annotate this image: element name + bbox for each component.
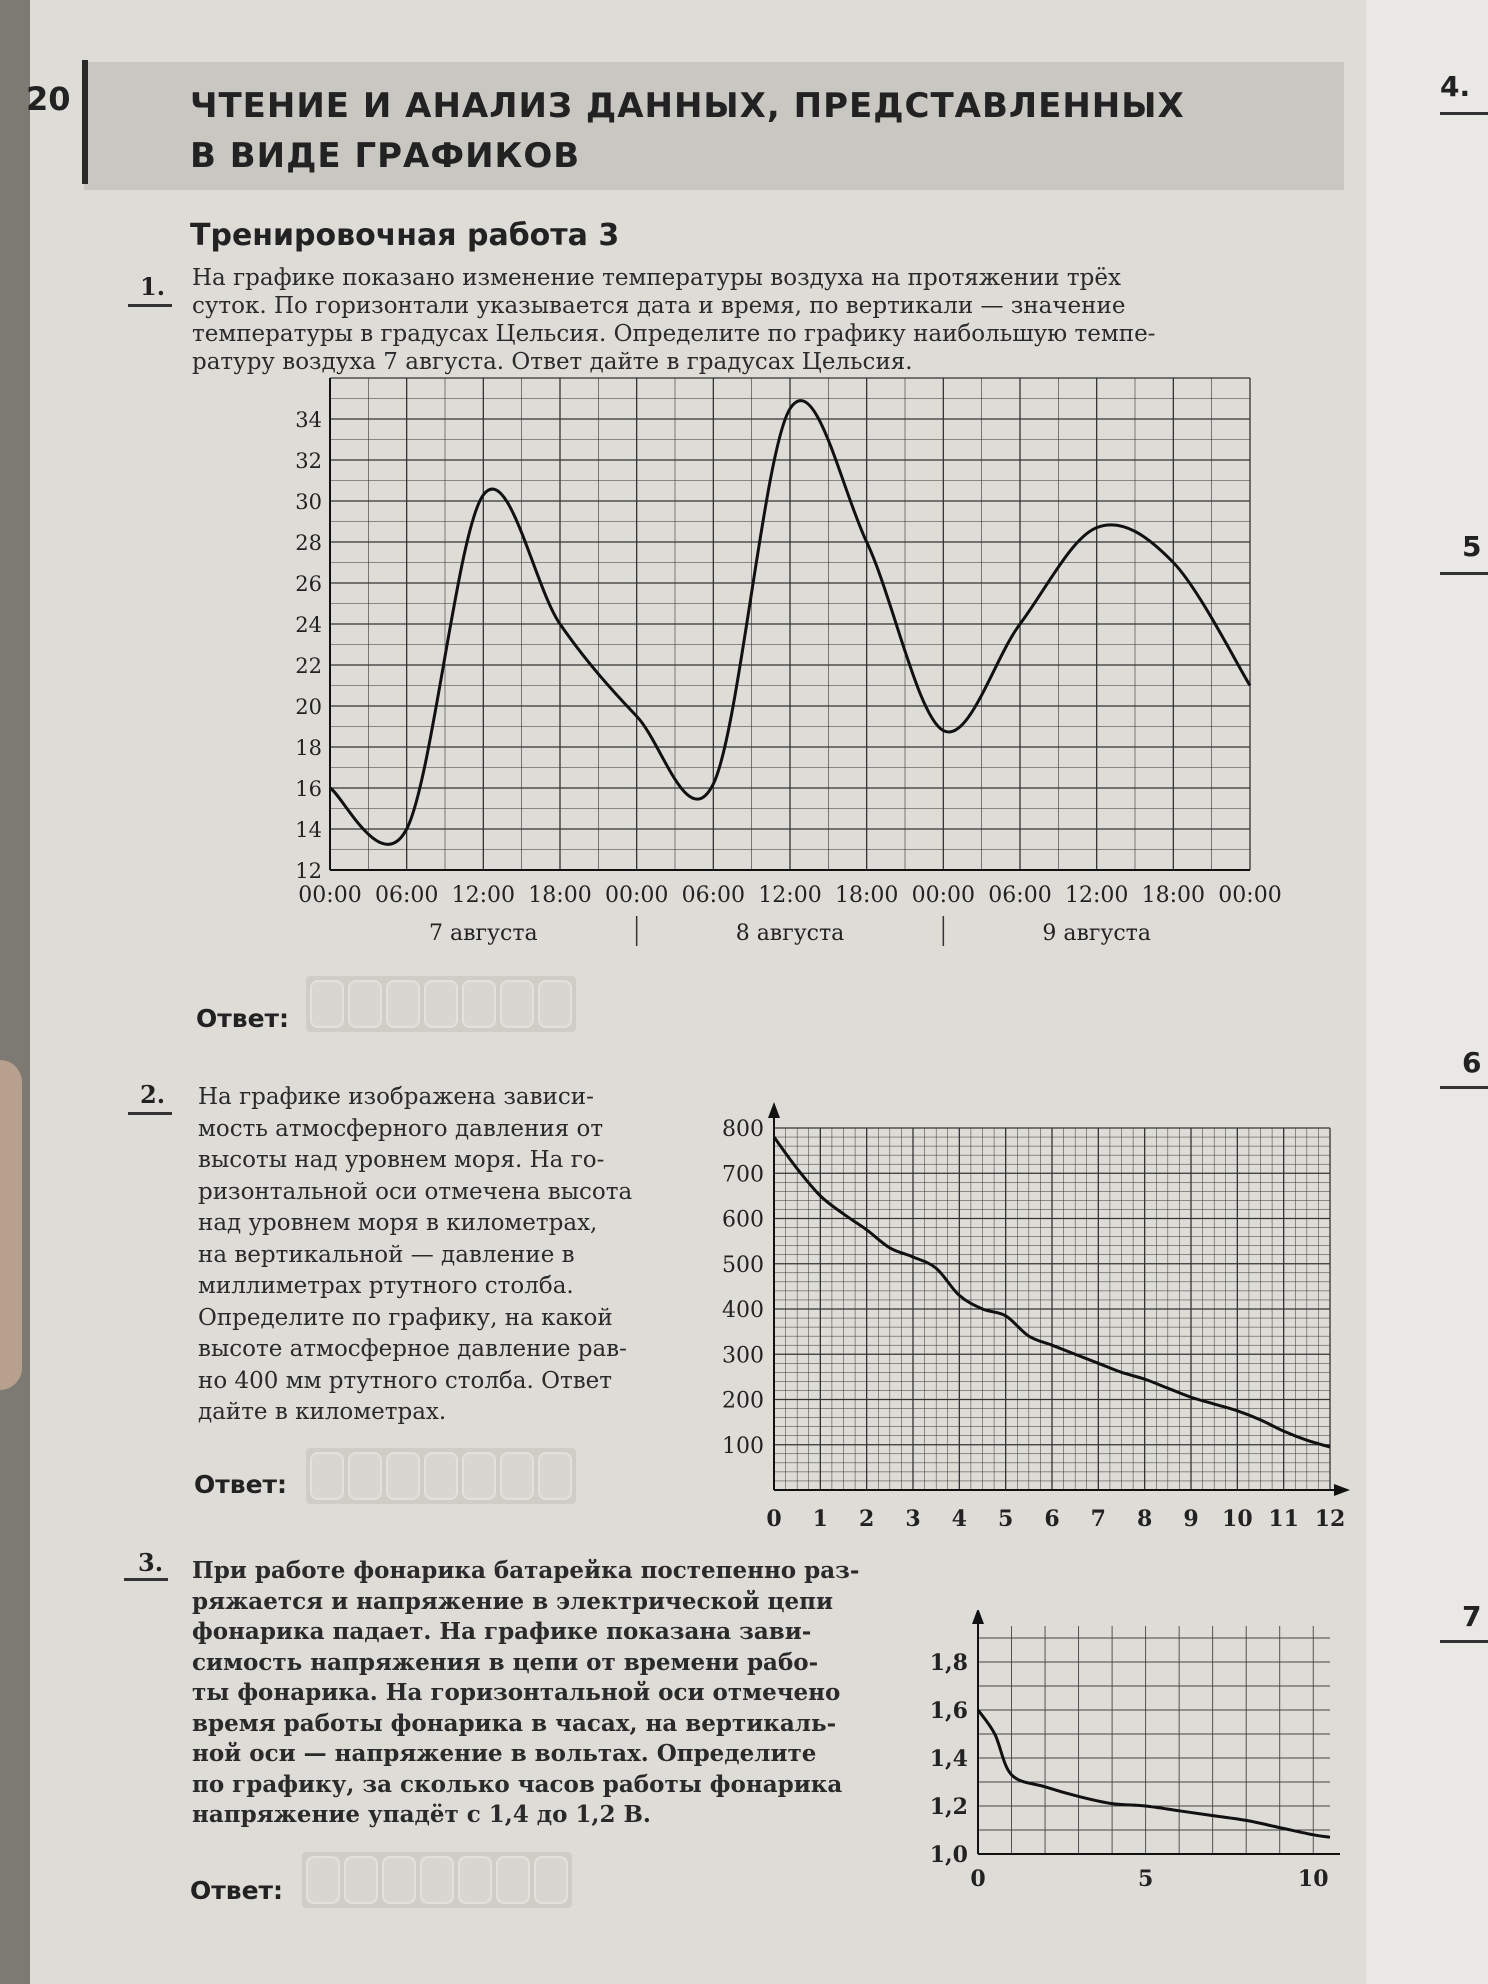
chart3-x-tick-label: 0 — [970, 1866, 986, 1892]
chart1-x-tick-label: 06:00 — [681, 883, 746, 908]
chart2-y-tick-label: 100 — [722, 1433, 764, 1459]
chart2-x-tick-label: 10 — [1222, 1506, 1253, 1532]
task1-line: суток. По горизонтали указывается дата и время, по вертикали — значение — [192, 293, 1126, 319]
task3-line: ной оси — напряжение в вольтах. Определите — [192, 1740, 817, 1767]
task2-line: на вертикальной — давление в — [198, 1241, 575, 1268]
chart1-day-label: 8 августа — [735, 921, 845, 946]
chart2-y-tick-label: 800 — [722, 1117, 764, 1142]
answer-cell[interactable] — [462, 980, 496, 1028]
answer-cell[interactable] — [500, 980, 534, 1028]
chart1-grid — [330, 378, 1250, 870]
task3-line: ты фонарика. На горизонтальной оси отмечено — [192, 1679, 841, 1706]
task1-line: ратуру воздуха 7 августа. Ответ дайте в градусах Цельсия. — [192, 349, 913, 375]
answer-cell[interactable] — [386, 1452, 420, 1500]
chart1-x-tick-label: 18:00 — [834, 883, 899, 908]
task2-line: Определите по графику, на какой — [198, 1304, 613, 1331]
chart2-x-arrow — [1334, 1484, 1350, 1496]
header-bar — [82, 60, 88, 184]
chart1-x-tick-label: 00:00 — [604, 883, 669, 908]
chart2-y-ticks — [722, 1117, 764, 1459]
task3-text — [192, 1556, 884, 1831]
side-underline-6 — [1440, 1086, 1488, 1089]
chart2-x-tick-label: 6 — [1044, 1506, 1060, 1532]
task1-number-underline — [128, 304, 172, 307]
chart2-y-tick-label: 400 — [722, 1298, 764, 1323]
side-number-7: 7 — [1462, 1600, 1482, 1633]
chart1-y-tick-label: 26 — [295, 572, 322, 596]
chart1-y-tick-label: 24 — [295, 613, 322, 637]
answer-cell[interactable] — [500, 1452, 534, 1500]
chart1-x-tick-label: 18:00 — [528, 883, 592, 908]
chart1-y-ticks — [295, 408, 322, 883]
task3-answer-label: Ответ: — [190, 1876, 284, 1905]
chart2-x-tick-label: 11 — [1268, 1506, 1299, 1532]
answer-cell[interactable] — [348, 1452, 382, 1500]
task3-answer-boxes[interactable] — [302, 1852, 572, 1908]
answer-cell[interactable] — [424, 980, 458, 1028]
chart1-x-tick-label: 12:00 — [758, 883, 822, 908]
task2-number-underline — [128, 1112, 172, 1115]
answer-cell[interactable] — [538, 1452, 572, 1500]
chart1-day-labels — [429, 916, 1151, 946]
chart2-x-ticks — [766, 1506, 1345, 1532]
chart1-y-tick-label: 18 — [295, 736, 322, 760]
chart2-x-tick-label: 2 — [859, 1506, 875, 1532]
chart2-x-tick-label: 7 — [1090, 1506, 1106, 1532]
chart3-grid — [978, 1626, 1330, 1854]
task2-number: 2. — [140, 1080, 166, 1109]
chart1-day-label: 7 августа — [429, 921, 538, 946]
task2-line: дайте в километрах. — [198, 1399, 447, 1425]
side-number-4: 4. — [1440, 70, 1471, 103]
next-page-edge — [1366, 0, 1488, 1984]
chart2-y-tick-label: 600 — [722, 1207, 764, 1233]
page-number: 20 — [26, 80, 71, 118]
chart1-y-tick-label: 34 — [295, 408, 322, 432]
chart2-x-tick-label: 9 — [1183, 1506, 1199, 1532]
chart2-x-tick-label: 8 — [1137, 1506, 1153, 1532]
task2-line: ризонтальной оси отмечена высота — [198, 1178, 633, 1205]
task2-line: На графике изображена зависи- — [198, 1084, 594, 1110]
answer-cell[interactable] — [310, 980, 344, 1028]
chart1-x-tick-label: 18:00 — [1141, 883, 1206, 908]
temperature-chart — [280, 368, 1320, 964]
side-number-5: 5 — [1462, 530, 1482, 563]
chart2-y-tick-label: 500 — [722, 1252, 764, 1278]
chart3-y-arrow — [972, 1610, 984, 1624]
task1-text — [192, 264, 1155, 376]
side-number-6: 6 — [1462, 1046, 1482, 1079]
task3-line: фонарика падает. На графике показана зави- — [192, 1618, 812, 1645]
task3-line: ряжается и напряжение в электрической цепи — [192, 1587, 834, 1615]
side-underline-5 — [1440, 572, 1488, 575]
chart3-y-tick-label: 1,4 — [929, 1746, 968, 1772]
task3-number-underline — [124, 1578, 168, 1581]
answer-cell[interactable] — [496, 1856, 530, 1904]
chart3-x-ticks — [970, 1866, 1328, 1892]
section-title-line2: В ВИДЕ ГРАФИКОВ — [190, 136, 581, 176]
chart2-y-tick-label: 300 — [722, 1343, 764, 1369]
work-title: Тренировочная работа 3 — [190, 218, 620, 253]
task1-answer-label: Ответ: — [196, 1004, 290, 1033]
chart1-y-tick-label: 28 — [295, 531, 322, 555]
side-underline-4 — [1440, 112, 1488, 115]
answer-cell[interactable] — [382, 1856, 416, 1904]
task3-line: по графику, за сколько часов работы фонарика — [192, 1770, 843, 1798]
chart1-x-ticks — [298, 883, 1281, 908]
chart1-x-tick-label: 12:00 — [1064, 883, 1129, 908]
task2-line: мость атмосферного давления от — [198, 1115, 604, 1142]
chart1-x-tick-label: 00:00 — [1218, 883, 1282, 908]
chart2-x-tick-label: 0 — [766, 1506, 782, 1532]
chart1-x-tick-label: 12:00 — [451, 883, 516, 908]
answer-cell[interactable] — [424, 1452, 458, 1500]
answer-cell[interactable] — [310, 1452, 344, 1500]
chart2-y-tick-label: 700 — [722, 1162, 764, 1188]
task3-number: 3. — [138, 1548, 164, 1577]
task1-answer-boxes[interactable] — [306, 976, 576, 1032]
section-title-line1: ЧТЕНИЕ И АНАЛИЗ ДАННЫХ, ПРЕДСТАВЛЕННЫХ — [190, 86, 1185, 126]
task1-number: 1. — [140, 272, 166, 301]
chart1-y-tick-label: 30 — [295, 490, 322, 514]
task3-line: симость напряжения в цепи от времени рабо- — [192, 1648, 819, 1676]
task3-line: При работе фонарика батарейка постепенно раз- — [192, 1557, 860, 1584]
task2-text — [198, 1082, 684, 1429]
chart3-y-tick-label: 1,2 — [929, 1794, 968, 1820]
chart2-x-tick-label: 1 — [812, 1506, 828, 1532]
task2-answer-boxes[interactable] — [306, 1448, 576, 1504]
chart2-x-tick-label: 3 — [905, 1506, 921, 1532]
task3-line: время работы фонарика в часах, на вертикаль- — [192, 1709, 837, 1737]
pressure-chart — [700, 1080, 1360, 1540]
answer-cell[interactable] — [458, 1856, 492, 1904]
chart2-grid — [774, 1128, 1330, 1490]
chart3-y-tick-label: 1,8 — [929, 1650, 968, 1676]
task2-line: но 400 мм ртутного столба. Ответ — [198, 1367, 612, 1394]
chart1-y-tick-label: 20 — [295, 695, 322, 719]
task2-line: высоте атмосферное давление рав- — [198, 1336, 627, 1362]
answer-cell[interactable] — [420, 1856, 454, 1904]
chart1-x-tick-label: 06:00 — [988, 883, 1052, 908]
chart3-axes — [972, 1610, 1340, 1854]
answer-cell[interactable] — [534, 1856, 568, 1904]
answer-cell[interactable] — [462, 1452, 496, 1500]
answer-cell[interactable] — [538, 980, 572, 1028]
chart2-y-tick-label: 200 — [722, 1388, 764, 1414]
answer-cell[interactable] — [306, 1856, 340, 1904]
chart2-x-tick-label: 4 — [951, 1506, 967, 1532]
chart1-day-label: 9 августа — [1042, 921, 1151, 946]
chart1-x-tick-label: 00:00 — [911, 883, 976, 908]
chart2-x-tick-label: 12 — [1314, 1506, 1346, 1532]
voltage-line — [978, 1710, 1330, 1837]
chart3-y-tick-label: 1,0 — [929, 1842, 968, 1868]
chart1-y-tick-label: 14 — [295, 818, 322, 842]
task1-line: На графике показано изменение температуры воздуха на протяжении трёх — [192, 265, 1121, 291]
chart3-x-tick-label: 5 — [1137, 1866, 1154, 1892]
chart2-x-tick-label: 5 — [998, 1506, 1014, 1532]
answer-cell[interactable] — [348, 980, 382, 1028]
voltage-chart — [910, 1610, 1350, 1910]
finger — [0, 1060, 22, 1390]
chart1-y-tick-label: 32 — [295, 449, 322, 473]
chart1-y-tick-label: 12 — [295, 859, 322, 883]
chart3-y-ticks — [930, 1650, 968, 1868]
chart3-y-tick-label: 1,6 — [929, 1698, 968, 1724]
answer-cell[interactable] — [344, 1856, 378, 1904]
task2-line: над уровнем моря в километрах, — [198, 1210, 598, 1236]
chart1-y-tick-label: 16 — [295, 777, 322, 801]
chart1-y-tick-label: 22 — [295, 654, 322, 678]
chart3-x-tick-label: 10 — [1297, 1866, 1329, 1892]
task2-line: миллиметрах ртутного столба. — [198, 1273, 574, 1299]
task2-answer-label: Ответ: — [194, 1470, 288, 1499]
chart1-x-tick-label: 06:00 — [374, 883, 439, 908]
side-underline-7 — [1440, 1640, 1488, 1643]
task1-line: температуры в градусах Цельсия. Определите по графику наибольшую темпе- — [192, 321, 1156, 347]
chart2-y-arrow — [768, 1102, 780, 1118]
task3-line: напряжение упадёт с 1,4 до 1,2 В. — [192, 1801, 651, 1828]
chart1-x-tick-label: 00:00 — [298, 883, 362, 908]
task2-line: высоты над уровнем моря. На го- — [198, 1147, 605, 1173]
answer-cell[interactable] — [386, 980, 420, 1028]
